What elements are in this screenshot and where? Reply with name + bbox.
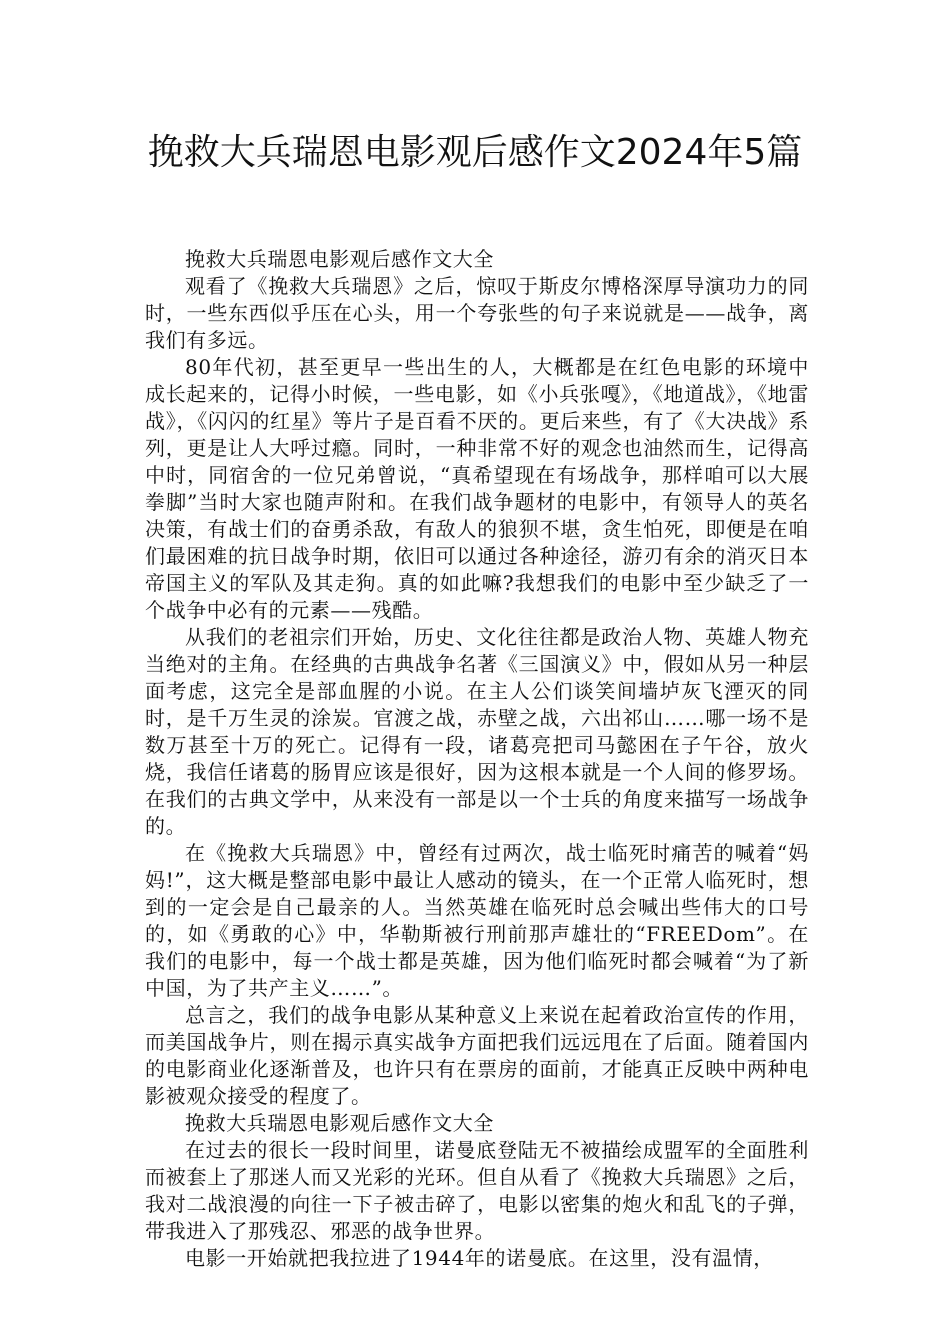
paragraph: 在《挽救大兵瑞恩》中，曾经有过两次，战士临死时痛苦的喊着“妈妈!”，这大概是整部电影中最让人感动的镜头，在一个正常人临死时，想到的一定会是自己最亲的人。当然英雄在临死时总会喊出些伟大的口号的，如《勇敢的心》中，华勒斯被行刑前那声雄壮的“FREEDom”。在我们的电影中，每一个战士都是英雄，因为他们临死时都会喊着“为了新中国，为了共产主义……”。: [145, 841, 809, 1000]
paragraph: 在过去的很长一段时间里，诺曼底登陆无不被描绘成盟军的全面胜利而被套上了那迷人而又光彩的光环。但自从看了《挽救大兵瑞恩》之后，我对二战浪漫的向往一下子被击碎了，电影以密集的炮火和乱飞的子弹，带我进入了那残忍、邪恶的战争世界。: [145, 1138, 809, 1243]
paragraph: 总言之，我们的战争电影从某种意义上来说在起着政治宣传的作用，而美国战争片，则在揭示真实战争方面把我们远远甩在了后面。随着国内的电影商业化逐渐普及，也许只有在票房的面前，才能真正反映中两种电影被观众接受的程度了。: [145, 1003, 809, 1108]
document-title: 挽救大兵瑞恩电影观后感作文2024年5篇: [147, 132, 803, 173]
document-body: [145, 246, 809, 1272]
paragraph: 电影一开始就把我拉进了1944年的诺曼底。在这里，没有温情，: [185, 1246, 774, 1270]
paragraph: 从我们的老祖宗们开始，历史、文化往往都是政治人物、英雄人物充当绝对的主角。在经典的古典战争名著《三国演义》中，假如从另一种层面考虑，这完全是部血腥的小说。在主人公们谈笑间墙垆灰飞湮灭的同时，是千万生灵的涂炭。官渡之战，赤壁之战，六出祁山……哪一场不是数万甚至十万的死亡。记得有一段，诸葛亮把司马懿困在子午谷，放火烧，我信任诸葛的肠胃应该是很好，因为这根本就是一个人间的修罗场。在我们的古典文学中，从来没有一部是以一个士兵的角度来描写一场战争的。: [145, 625, 809, 838]
paragraph: 观看了《挽救大兵瑞恩》之后，惊叹于斯皮尔博格深厚导演功力的同时，一些东西似乎压在心头，用一个夸张些的句子来说就是——战争，离我们有多远。: [145, 274, 809, 352]
section-heading: 挽救大兵瑞恩电影观后感作文大全: [185, 247, 494, 271]
section-heading: 挽救大兵瑞恩电影观后感作文大全: [185, 1111, 494, 1135]
paragraph: 80年代初，甚至更早一些出生的人，大概都是在红色电影的环境中成长起来的，记得小时候，一些电影，如《小兵张嘎》，《地道战》，《地雷战》，《闪闪的红星》等片子是百看不厌的。更后来些，有了《大决战》系列，更是让人大呼过瘾。同时，一种非常不好的观念也油然而生，记得高中时，同宿舍的一位兄弟曾说，“真希望现在有场战争，那样咱可以大展拳脚”当时大家也随声附和。在我们战争题材的电影中，有领导人的英名决策，有战士们的奋勇杀敌，有敌人的狼狈不堪，贪生怕死，即便是在咱们最困难的抗日战争时期，依旧可以通过各种途径，游刃有余的消灭日本帝国主义的军队及其走狗。真的如此嘛?我想我们的电影中至少缺乏了一个战争中必有的元素——残酷。: [145, 355, 809, 622]
